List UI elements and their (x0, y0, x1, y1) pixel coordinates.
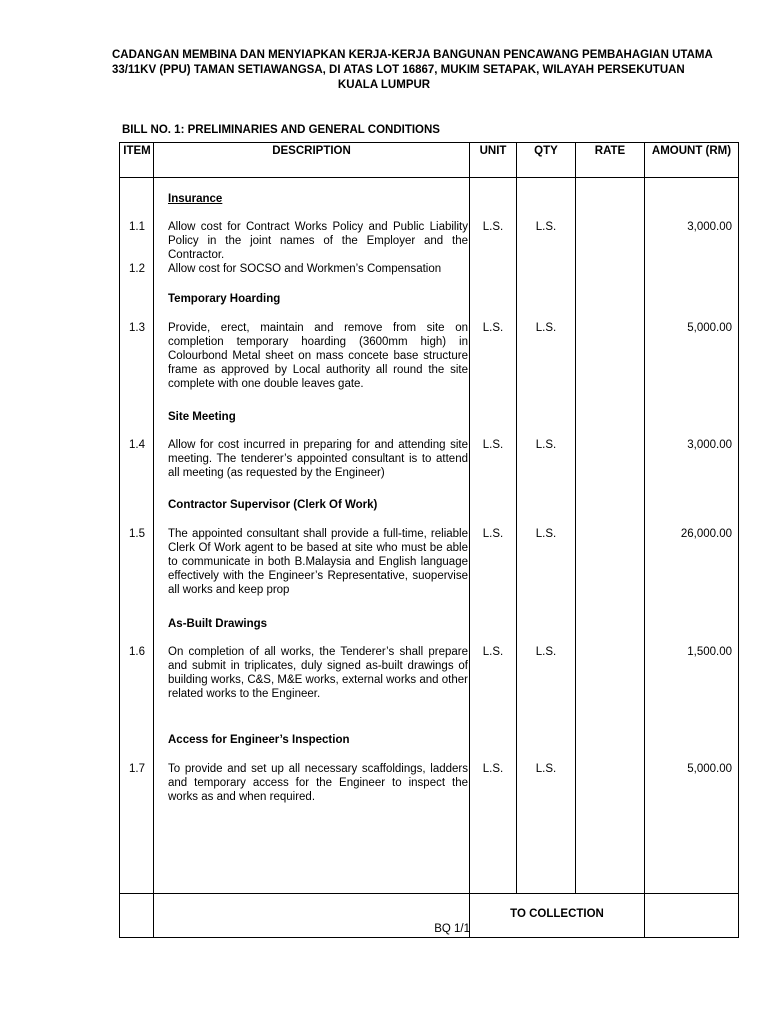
item-description: To provide and set up all necessary scaffoldings, ladders and temporary access for the Engineer to inspect the works as and when required. (168, 763, 468, 803)
item-unit: L.S. (482, 528, 504, 540)
item-amount: 3,000.00 (687, 439, 732, 451)
item-number: 1.6 (129, 646, 145, 658)
item-description: Provide, erect, maintain and remove from site on completion temporary hoarding (3600mm high) in Colourbond Metal sheet on mass concete base structure frame as approved by Local authority all round the site complete with one double leaves gate. (168, 322, 468, 390)
item-number: 1.3 (129, 322, 145, 334)
bill-title: BILL NO. 1: PRELIMINARIES AND GENERAL CONDITIONS (122, 124, 440, 136)
header-description: DESCRIPTION (272, 145, 351, 157)
table-bottom-border (119, 937, 739, 938)
item-unit: L.S. (482, 439, 504, 451)
item-unit: L.S. (482, 763, 504, 775)
header-qty: QTY (534, 145, 558, 157)
item-number: 1.5 (129, 528, 145, 540)
header-bottom-border (119, 177, 739, 178)
item-unit: L.S. (482, 646, 504, 658)
item-description: Allow for cost incurred in preparing for and attending site meeting. The tenderer’s appointed consultant is to attend all meeting (as requested by the Engineer) (168, 439, 468, 479)
item-qty: L.S. (535, 439, 557, 451)
item-amount: 26,000.00 (680, 528, 732, 540)
title-line-1: CADANGAN MEMBINA DAN MENYIAPKAN KERJA-KERJA BANGUNAN PENCAWANG PEMBAHAGIAN UTAMA (112, 49, 713, 61)
item-qty: L.S. (535, 528, 557, 540)
section-heading-temporary-hoarding: Temporary Hoarding (168, 293, 281, 305)
item-description: Allow cost for Contract Works Policy and Public Liability Policy in the joint names of the Employer and the Contractor. (168, 221, 468, 261)
item-unit: L.S. (482, 221, 504, 233)
col-border-right (738, 142, 739, 938)
item-description: On completion of all works, the Tenderer’s shall prepare and submit in triplicates, duly signed as-built drawings of building works, C&S, M&E works, external works and other related works to the Engineer. (168, 646, 468, 700)
item-amount: 5,000.00 (687, 322, 732, 334)
section-heading-as-built-drawings: As-Built Drawings (168, 618, 268, 630)
item-description: Allow cost for SOCSO and Workmen’s Compensation (168, 263, 442, 275)
item-number: 1.2 (129, 263, 145, 275)
page-number: BQ 1/1 (434, 923, 470, 935)
section-heading-contractor-supervisor: Contractor Supervisor (Clerk Of Work) (168, 499, 378, 511)
header-item: ITEM (123, 145, 151, 157)
item-qty: L.S. (535, 322, 557, 334)
item-qty: L.S. (535, 646, 557, 658)
title-line-2: 33/11KV (PPU) TAMAN SETIAWANGSA, DI ATAS LOT 16867, MUKIM SETAPAK, WILAYAH PERSEKUTUAN (112, 64, 685, 76)
item-amount: 5,000.00 (687, 763, 732, 775)
to-collection-label: TO COLLECTION (510, 908, 604, 920)
section-heading-access-for-inspection: Access for Engineer’s Inspection (168, 734, 350, 746)
item-description: The appointed consultant shall provide a full-time, reliable Clerk Of Work agent to be based at site who must be able to communicate in both B.Malaysia and English language effectively with the Engineer’s Representative, suopervise all works and keep prop (168, 528, 468, 596)
item-number: 1.7 (129, 763, 145, 775)
item-number: 1.1 (129, 221, 145, 233)
body-bottom-border (119, 893, 739, 894)
section-heading-insurance: Insurance (168, 193, 223, 205)
item-number: 1.4 (129, 439, 145, 451)
header-rate: RATE (594, 145, 626, 157)
col-border-qty (575, 142, 576, 894)
header-amount: AMOUNT (RM) (651, 145, 732, 157)
col-border-unit (516, 142, 517, 894)
item-unit: L.S. (482, 322, 504, 334)
item-amount: 1,500.00 (687, 646, 732, 658)
item-qty: L.S. (535, 221, 557, 233)
table-top-border (119, 142, 739, 143)
header-unit: UNIT (479, 145, 507, 157)
section-heading-site-meeting: Site Meeting (168, 411, 236, 423)
item-qty: L.S. (535, 763, 557, 775)
title-line-3: KUALA LUMPUR (337, 79, 431, 91)
item-amount: 3,000.00 (687, 221, 732, 233)
